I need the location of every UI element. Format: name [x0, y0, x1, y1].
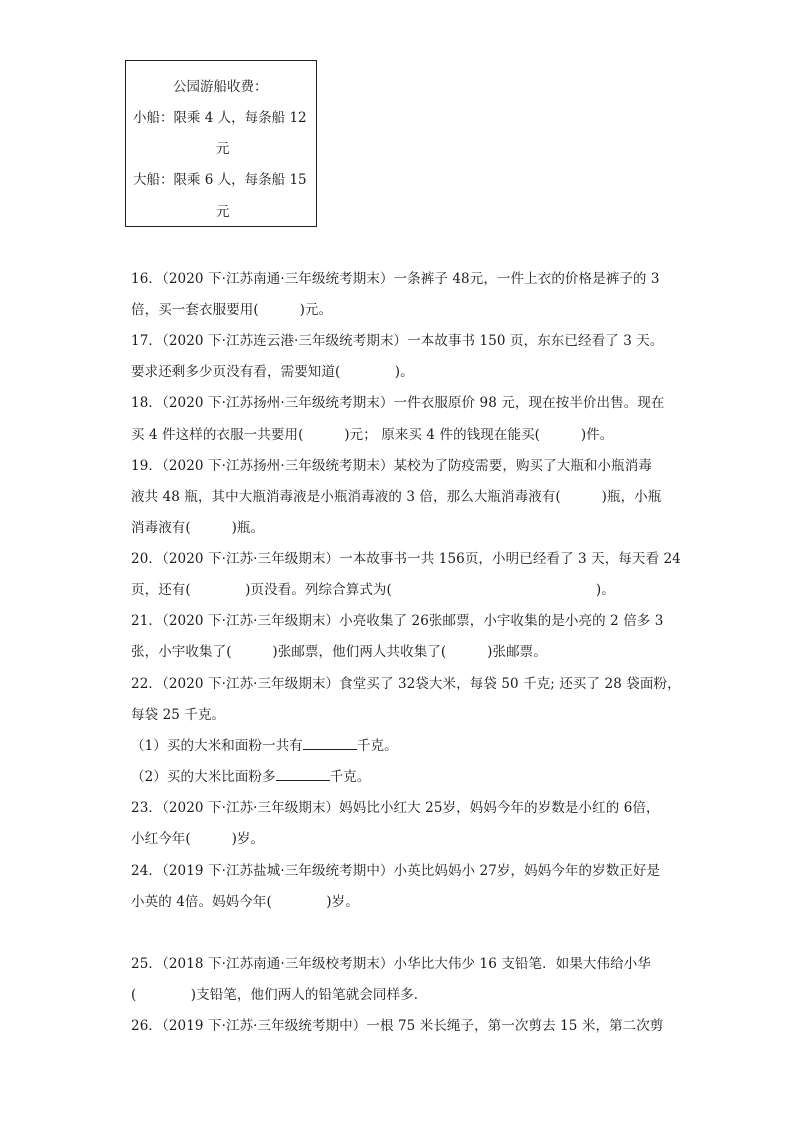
- fee-box-title: 公园游船收费：: [173, 79, 268, 95]
- question-17-line2: 要求还剩多少页没有看，需要知道( )。: [131, 364, 414, 380]
- small-boat-line1: 小船：限乘 4 人，每条船 12: [133, 110, 307, 126]
- question-25-line1: 25．（2018 下·江苏南通·三年级校考期末）小华比大伟少 16 支铅笔．如果大伟给小华: [131, 956, 651, 972]
- question-20-line2: 页，还有( )页没看。列综合算式为( )。: [131, 582, 615, 598]
- question-23-line2: 小红今年( )岁。: [131, 831, 265, 847]
- question-22-sub1: [131, 734, 398, 754]
- question-23-line1: 23．（2020 下·江苏·三年级期末）妈妈比小红大 25岁，妈妈今年的岁数是小红的 6倍，: [131, 800, 660, 816]
- question-16-line1: 16．（2020 下·江苏南通·三年级统考期末）一条裤子 48元，一件上衣的价格是裤子的 3: [131, 271, 660, 287]
- sub1-prefix: （1）买的大米和面粉一共有: [131, 738, 303, 754]
- question-19-line3: 消毒液有( )瓶。: [131, 520, 265, 536]
- question-24-line2: 小英的 4倍。妈妈今年( )岁。: [131, 894, 359, 910]
- question-22-line1: 22．（2020 下·江苏·三年级期末）食堂买了 32袋大米，每袋 50 千克; 还买了 28 袋面粉，: [131, 676, 681, 692]
- question-20-line1: 20．（2020 下·江苏·三年级期末）一本故事书一共 156页，小明已经看了 3 天，每天看 24: [131, 551, 681, 567]
- boat-fee-box: [125, 60, 317, 227]
- sub1-answer-blank[interactable]: [303, 738, 357, 750]
- sub2-suffix: 千克。: [329, 769, 371, 785]
- question-19-line1: 19．（2020 下·江苏扬州·三年级统考期末）某校为了防疫需要，购买了大瓶和小瓶消毒: [131, 458, 652, 474]
- sub1-suffix: 千克。: [356, 738, 398, 754]
- question-21-line2: 张，小宇收集了( )张邮票，他们两人共收集了( )张邮票。: [131, 644, 547, 660]
- big-boat-line2: 元: [216, 204, 230, 220]
- question-16-line2: 倍，买一套衣服要用( )元。: [131, 302, 333, 318]
- question-18-line2: 买 4 件这样的衣服一共要用( )元； 原来买 4 件的钱现在能买( )件。: [131, 427, 614, 443]
- question-21-line1: 21．（2020 下·江苏·三年级期末）小亮收集了 26张邮票，小宇收集的是小亮的 2 倍多 3: [131, 613, 664, 629]
- question-25-line2: ( )支铅笔，他们两人的铅笔就会同样多．: [131, 987, 428, 1003]
- question-22-sub2: [131, 765, 371, 785]
- question-19-line2: 液共 48 瓶，其中大瓶消毒液是小瓶消毒液的 3 倍，那么大瓶消毒液有( )瓶，小瓶: [131, 489, 662, 505]
- sub2-prefix: （2）买的大米比面粉多: [131, 769, 276, 785]
- small-boat-line2: 元: [216, 141, 230, 157]
- question-17-line1: 17．（2020 下·江苏连云港·三年级统考期末）一本故事书 150 页，东东已经看了 3 天。: [131, 333, 664, 349]
- question-24-line1: 24．（2019 下·江苏盐城·三年级统考期中）小英比妈妈小 27岁，妈妈今年的岁数正好是: [131, 863, 661, 879]
- sub2-answer-blank[interactable]: [276, 769, 330, 781]
- big-boat-line1: 大船：限乘 6 人，每条船 15: [133, 172, 307, 188]
- question-26-line1: 26．（2019 下·江苏·三年级统考期中）一根 75 米长绳子，第一次剪去 15 米，第二次剪: [131, 1018, 664, 1034]
- question-18-line1: 18．（2020 下·江苏扬州·三年级统考期末）一件衣服原价 98 元，现在按半价出售。现在: [131, 395, 665, 411]
- question-22-line2: 每袋 25 千克。: [131, 707, 226, 723]
